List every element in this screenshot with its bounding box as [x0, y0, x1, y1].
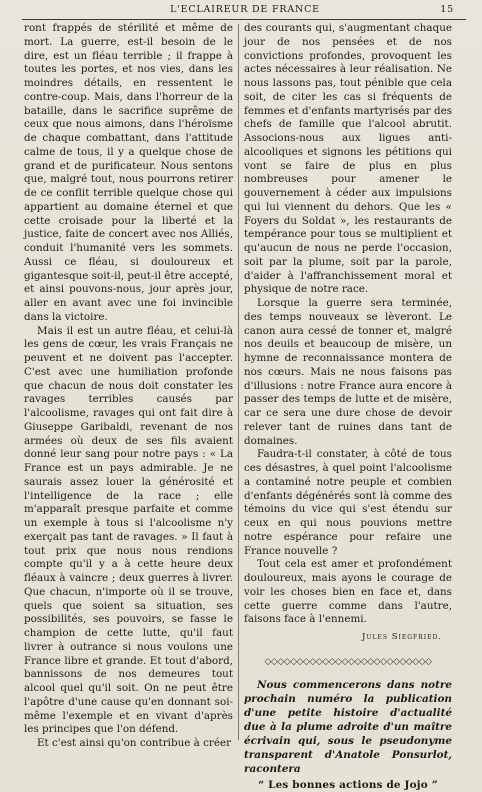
column-divider	[238, 24, 239, 740]
article-paragraph: Tout cela est amer et profondément douloureux, mais ayons le courage de voir les choses bien en face et, dans cette guerre comme dans l'autre, faisons face à l'ennemi.	[244, 558, 452, 626]
article-paragraph: Faudra-t-il constater, à côté de tous ces désastres, à quel point l'alcoolisme a contaminé notre peuple et combien d'enfants dégénérés sont là comme des témoins du vice qui s'est étendu sur ceux en qui nous pouvions mettre notre espérance pour refaire une France nouvelle ?	[244, 448, 452, 557]
article-paragraph: Et c'est ainsi qu'on contribue à créer	[37, 737, 232, 749]
right-column	[244, 22, 452, 792]
page-header	[28, 2, 462, 18]
article-paragraph: Lorsque la guerre sera terminée, des temps nouveaux se lèveront. Le canon aura cessé de tonner et, malgré nos deuils et beaucoup de misère, un hymne de reconnaissance montera de nos cœurs. Mais ne nous faisons pas d'illusions : notre France aura encore à passer des temps de lutte et de misère, car ce sera une dure chose de devoir relever tant de ruines dans tant de domaines.	[244, 297, 452, 447]
left-column	[24, 22, 233, 751]
page-number: 15	[440, 4, 454, 15]
chain-ornament-icon: ◇◇◇◇◇◇◇◇◇◇◇◇◇◇◇◇◇◇◇◇◇◇◇◇◇◇	[264, 656, 432, 667]
notice-story-title: “ Les bonnes actions de Jojo ”	[258, 778, 438, 791]
journal-title: L'ECLAIREUR DE FRANCE	[170, 4, 320, 15]
author-signature: Jules Siegfried.	[362, 632, 442, 642]
article-paragraph: ront frappés de stérilité et même de mort. La guerre, est-il besoin de le dire, est un fléau terrible ; il frappe à toutes les portes, et nos vies, dans les moindres détails, en ressentent le contre-coup. Mais, dans l'horreur de la bataille, dans le sacrifice suprême de ceux que nous aimons, dans l'héroïsme de chaque combattant, dans l'attitude calme de tous, il y a quelque chose de grand et de purificateur. Nous sentons que, malgré tout, nous pourrons retirer de ce conflit terrible quelque chose qui appartient au domaine éternel et que cette croisade pour la liberté et la justice, faite de concert avec nos Alliés, conduit l'humanité vers les sommets. Aussi ce fléau, si douloureux et gigantesque soit-il, peut-il être accepté, et ainsi pouvons-nous, jour après jour, aller en avant avec une foi invincible dans la victoire.	[24, 22, 234, 323]
upcoming-story-notice	[244, 678, 452, 792]
header-rule	[22, 19, 466, 20]
article-paragraph: des courants qui, s'augmentant chaque jour de nos pensées et de nos convictions profondes, provoquent les actes nécessaires à leur réalisation. Ne nous lassons pas, tout pénible que cela soit, de citer les cas si fréquents de femmes et d'enfants martyrisés par des chefs de famille que l'alcool abrutit. Associons-nous aux ligues anti-alcooliques et signons les pétitions qui vont se faire de plus en plus nombreuses pour amener le gouvernement à céder aux impulsions qui lui viennent du dehors. Que les « Foyers du Soldat », les restaurants de tempérance pour tous se multiplient et qu'aucun de nous ne perde l'occasion, soit par la plume, soit par la parole, d'aider à l'affranchissement moral et physique de notre race.	[244, 22, 452, 296]
notice-text: Nous commencerons dans notre prochain numéro la publication d'une petite histoire d'actualité due à la plume adroite d'un maître écrivain qui, sous le pseudonyme transparent d'Anatole Ponsurlot, racontera	[244, 678, 452, 775]
article-paragraph: Mais il est un autre fléau, et celui-là les gens de cœur, les vrais Français ne peuvent et ne doivent pas l'accepter. C'est avec une humiliation profonde que chacun de nous doit constater les ravages terribles causés par l'alcoolisme, ravages qui ont fait dire à Giuseppe Garibaldi, revenant de nos armées où deux de ses fils avaient donné leur sang pour notre pays : « La France est un pays admirable. Je ne saurais assez louer la générosité et l'intelligence de la race ; elle m'apparaît presque parfaite et comme un exemple à tous si l'alcoolisme n'y exerçait pas tant de ravages. » Il faut à tout prix que nous nous rendions compte qu'il y a à cette heure deux fléaux à vaincre ; deux guerres à livrer. Que chacun, n'importe où il se trouve, quels que soient sa situation, ses possibilités, ses pouvoirs, se fasse le champion de cette lutte, qu'il faut livrer à outrance si nous voulons une France libre et grande. Et tout d'abord, bannissons de nos demeures tout alcool quel qu'il soit. On ne peut être l'apôtre d'une cause qu'en donnant soi-même l'exemple et en vivant d'après les principes que l'on défend.	[24, 324, 233, 736]
